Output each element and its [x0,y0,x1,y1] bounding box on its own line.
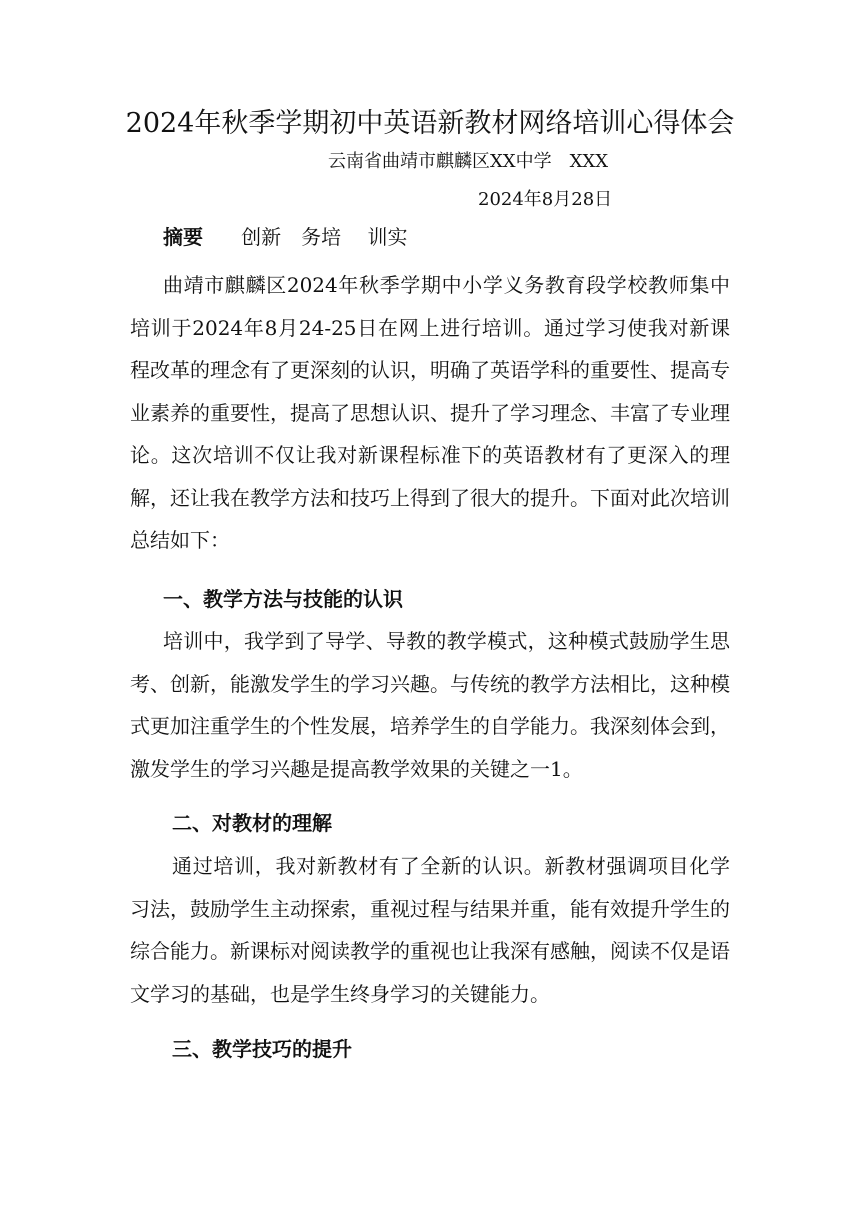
section3-heading: 三、教学技巧的提升 [172,1037,352,1061]
abstract-label: 摘要 [163,225,203,249]
author-line: 云南省曲靖市麒麟区XX中学 XXX [327,151,609,172]
section1-heading: 一、教学方法与技能的认识 [163,587,403,611]
section1-paragraph: 培训中，我学到了导学、导教的教学模式，这种模式鼓励学生思考、创新，能激发学生的学习兴趣。与传统的教学方法相比，这种模式更加注重学生的个性发展，培养学生的自学能力。我深刻体会到，激发学生的学习兴趣是提高教学效果的关键之一1。 [130,629,730,781]
section2-heading: 二、对教材的理解 [172,811,332,835]
date-line: 2024年8月28日 [478,189,613,210]
intro-paragraph: 曲靖市麒麟区2024年秋季学期中小学义务教育段学校教师集中培训于2024年8月24-25日在网上进行培训。通过学习使我对新课程改革的理念有了更深刻的认识，明确了英语学科的重要性、提高专业素养的重要性，提高了思想认识、提升了学习理念、丰富了专业理论。这次培训不仅让我对新课程标准下的英语教材有了更深入的理解，还让我在教学方法和技巧上得到了很大的提升。下面对此次培训总结如下： [130,273,730,552]
abstract-keywords: 创新 务培 训实 [241,225,408,249]
section2-paragraph: 通过培训，我对新教材有了全新的认识。新教材强调项目化学习法，鼓励学生主动探索，重视过程与结果并重，能有效提升学生的综合能力。新课标对阅读教学的重视也让我深有感触，阅读不仅是语文学习的基础，也是学生终身学习的关键能力。 [130,854,730,1006]
document-title: 2024年秋季学期初中英语新教材网络培训心得体会 [125,108,735,139]
abstract-line [163,220,408,254]
